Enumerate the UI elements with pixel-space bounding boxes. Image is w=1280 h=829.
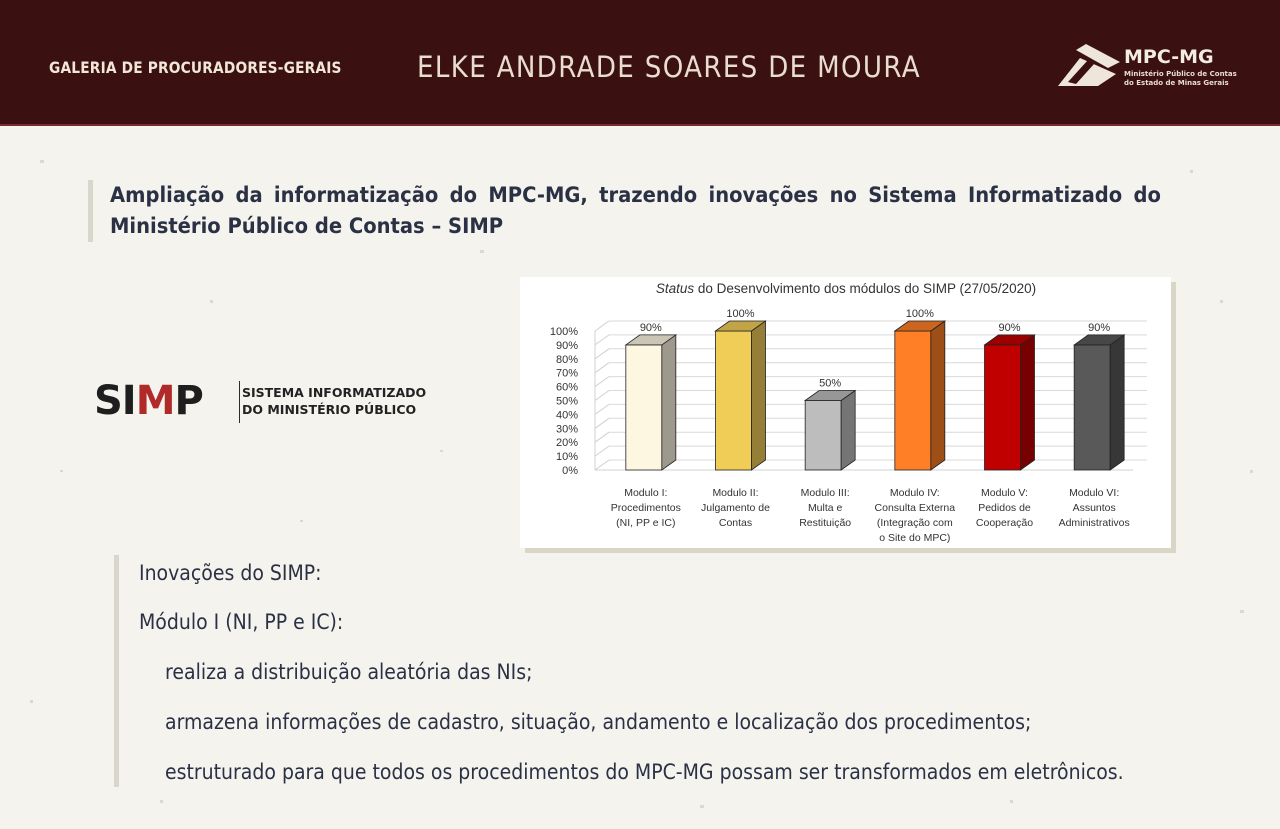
chart-data-label: 90% (1088, 321, 1111, 334)
chart-bar (805, 401, 841, 471)
innovations-block (114, 555, 1219, 787)
chart-y-tick-label: 40% (555, 409, 578, 422)
chart-bar (1074, 345, 1110, 470)
chart-x-tick-label: Modulo I: (624, 487, 668, 499)
module-title: Módulo I (NI, PP e IC): (139, 610, 344, 634)
chart-y-tick-label: 30% (555, 423, 578, 436)
chart-gridline-side (595, 391, 609, 401)
chart-data-label: 90% (998, 321, 1021, 334)
chart-x-tick-label: Modulo VI: (1069, 487, 1120, 499)
chart-x-tick-label: Modulo V: (981, 487, 1028, 499)
chart-bar-side (841, 391, 855, 471)
chart-x-tick-label: Modulo II: (712, 487, 759, 499)
chart-y-tick-label: 100% (549, 326, 578, 338)
logo-subtitle-1: Ministério Público de Contas (1124, 70, 1237, 78)
page-heading: Ampliação da informatização do MPC-MG, trazendo inovações no Sistema Informatizado do Ministério Público de Contas – SIMP (110, 183, 1161, 238)
chart-x-tick-label: Consulta Externa (874, 502, 956, 514)
chart-x-tick-label: Procedimentos (610, 502, 681, 514)
innovations-heading: Inovações do SIMP: (139, 561, 322, 585)
chart-x-tick-label: Julgamento de (701, 502, 770, 514)
chart-gridline-side (595, 335, 609, 345)
chart-x-tick-label: Modulo IV: (889, 487, 940, 499)
simp-logo-line2: DO MINISTÉRIO PÚBLICO (242, 402, 417, 417)
innovation-item-1: realiza a distribuição aleatória das NIs; (165, 660, 533, 684)
chart-data-label: 90% (639, 321, 662, 334)
simp-logo-wordmark: SIMP (94, 378, 203, 424)
logo-subtitle-2: do Estado de Minas Gerais (1124, 79, 1229, 87)
chart-bar (716, 331, 752, 470)
chart-bar-side (931, 321, 945, 470)
chart-y-tick-label: 70% (555, 367, 578, 380)
header-bar (0, 0, 1280, 126)
chart-x-tick-label: (NI, PP e IC) (616, 517, 676, 529)
chart-bar-side (1110, 335, 1124, 470)
chart-title-italic: Status (655, 281, 695, 296)
chart-gridline-side (595, 321, 609, 331)
innovation-item-3: estruturado para que todos os procedimentos do MPC-MG possam ser transformados em eletrônicos. (165, 760, 1124, 784)
chart-gridline-side (595, 418, 609, 428)
chart-x-tick-label: Assuntos (1072, 502, 1116, 514)
chart-bar (895, 331, 931, 470)
chart-gridline-side (595, 446, 609, 456)
chart-title (656, 281, 1036, 296)
chart-gridline-side (595, 432, 609, 442)
chart-data-label: 100% (905, 308, 934, 320)
chart-x-tick-label: Pedidos de (978, 502, 1031, 514)
chart-y-tick-label: 20% (555, 437, 578, 450)
chart-y-tick-label: 0% (562, 465, 578, 477)
chart-gridline-side (595, 349, 609, 359)
chart-y-tick-label: 80% (555, 353, 578, 366)
mpc-mg-logo[interactable] (1058, 44, 1237, 90)
simp-logo (94, 378, 434, 428)
chart-data-label: 100% (726, 308, 755, 320)
chart-bar-side (662, 335, 676, 470)
chart-x-tick-label: Modulo III: (800, 487, 850, 499)
chart-gridline-side (595, 377, 609, 387)
chart-y-tick-label: 50% (555, 395, 578, 408)
chart-x-tick-label: Multa e (807, 502, 843, 514)
chart-bar (985, 345, 1021, 470)
status-bar-chart (520, 277, 1171, 548)
gallery-label[interactable]: GALERIA DE PROCURADORES-GERAIS (49, 58, 342, 77)
simp-logo-divider (239, 381, 240, 423)
chart-x-tick-label: Restituição (799, 517, 852, 529)
chart-x-tick-label: o Site do MPC) (879, 532, 951, 544)
chart-bar-side (752, 321, 766, 470)
chart-y-tick-label: 10% (555, 451, 578, 464)
chart-data-label: 50% (819, 377, 842, 390)
chart-gridline-side (595, 460, 609, 470)
chart-x-tick-label: Administrativos (1058, 517, 1130, 529)
chart-gridline-side (595, 404, 609, 414)
heading-block (88, 180, 1192, 242)
chart-panel (520, 277, 1171, 548)
chart-x-tick-label: Contas (718, 517, 753, 529)
chart-x-tick-label: Cooperação (975, 517, 1034, 529)
chart-y-tick-label: 60% (555, 381, 578, 394)
chart-y-tick-label: 90% (555, 339, 578, 352)
innovation-item-2: armazena informações de cadastro, situação, andamento e localização dos procedimentos; (165, 710, 1032, 734)
chart-gridline-side (595, 363, 609, 373)
chart-bar (626, 345, 662, 470)
logo-name: MPC-MG (1124, 46, 1214, 68)
chart-bar-side (1021, 335, 1035, 470)
simp-logo-line1: SISTEMA INFORMATIZADO (242, 385, 427, 400)
person-name: ELKE ANDRADE SOARES DE MOURA (417, 50, 922, 84)
chart-title-rest: do Desenvolvimento dos módulos do SIMP (27/05/2020) (694, 281, 1037, 296)
mpc-mg-logo-icon (1058, 44, 1122, 90)
chart-x-tick-label: (Integração com (876, 517, 953, 529)
